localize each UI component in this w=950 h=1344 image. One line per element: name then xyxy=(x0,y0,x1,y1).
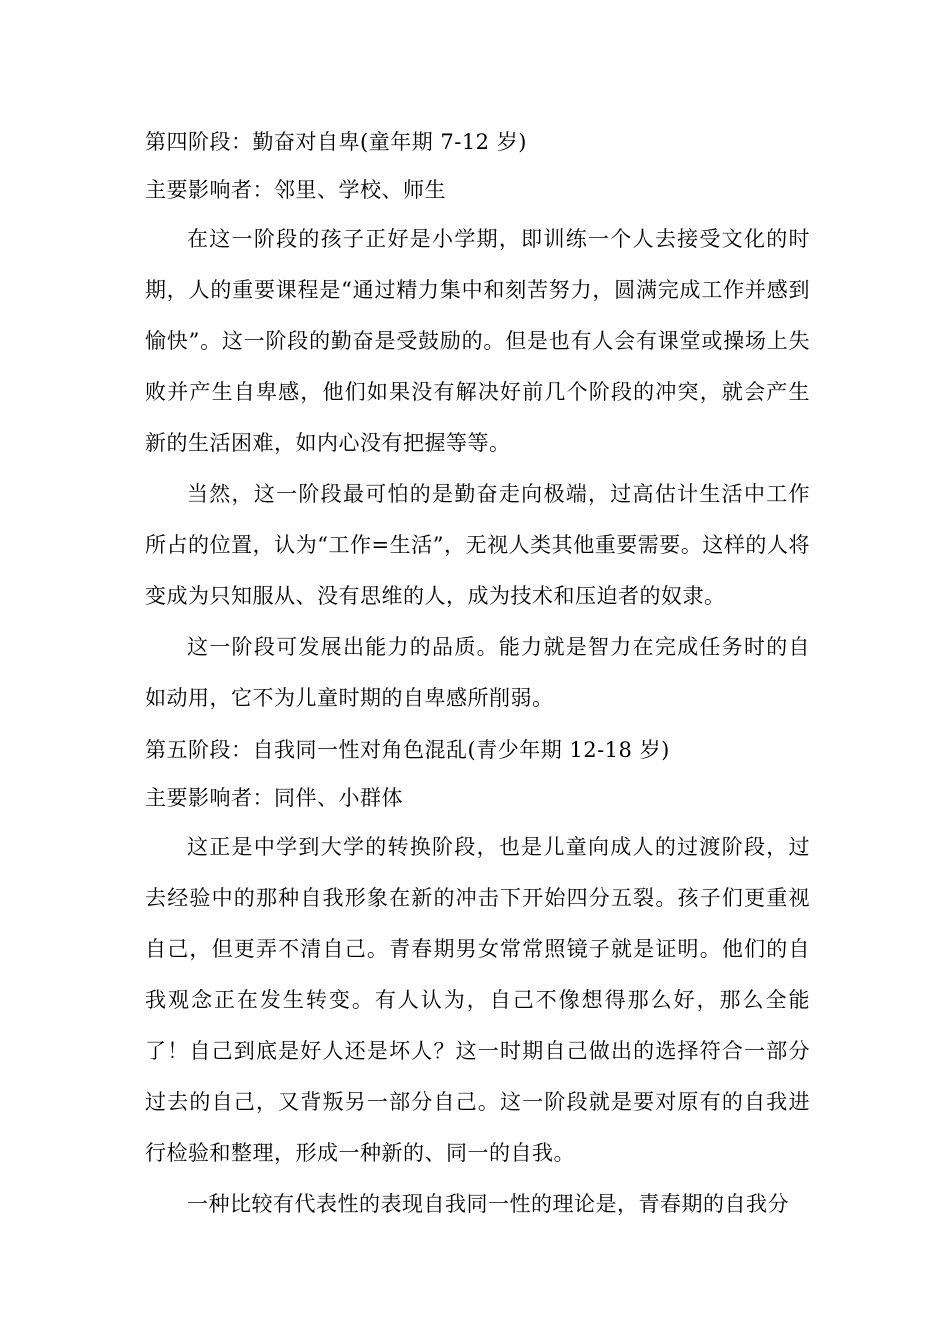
section4-heading: 第四阶段：勤奋对自卑(童年期 7-12 岁) xyxy=(145,130,527,154)
section4-influencers: 主要影响者：邻里、学校、师生 xyxy=(145,178,446,202)
section5-influencers: 主要影响者：同伴、小群体 xyxy=(145,786,403,810)
section4-paragraph-2: 当然，这一阶段最可怕的是勤奋走向极端，过高估计生活中工作所占的位置，认为“工作=生活”，无视人类其他重要需要。这样的人将变成为只知服从、没有思维的人，成为技术和压迫者的奴隶。 xyxy=(145,482,810,608)
section5-paragraph-1: 这正是中学到大学的转换阶段，也是儿童向成人的过渡阶段，过去经验中的那种自我形象在新的冲击下开始四分五裂。孩子们更重视自己，但更弄不清自己。青春期男女常常照镜子就是证明。他们的自我观念正在发生转变。有人认为，自己不像想得那么好，那么全能了！自己到底是好人还是坏人？这一时期自己做出的选择符合一部分过去的自己，又背叛另一部分自己。这一阶段就是要对原有的自我进行检验和整理，形成一种新的、同一的自我。 xyxy=(145,835,810,1165)
section5-heading: 第五阶段：自我同一性对角色混乱(青少年期 12-18 岁) xyxy=(145,738,670,762)
section5-paragraph-2: 一种比较有代表性的表现自我同一性的理论是，青春期的自我分 xyxy=(187,1192,789,1216)
document-page xyxy=(145,116,810,1230)
section4-paragraph-1: 在这一阶段的孩子正好是小学期，即训练一个人去接受文化的时期，人的重要课程是“通过精力集中和刻苦努力，圆满完成工作并感到愉快”。这一阶段的勤奋是受鼓励的。但是也有人会有课堂或操场上失败并产生自卑感，他们如果没有解决好前几个阶段的冲突，就会产生新的生活困难，如内心没有把握等等。 xyxy=(145,227,810,455)
section4-paragraph-3: 这一阶段可发展出能力的品质。能力就是智力在完成任务时的自如动用，它不为儿童时期的自卑感所削弱。 xyxy=(145,635,810,710)
